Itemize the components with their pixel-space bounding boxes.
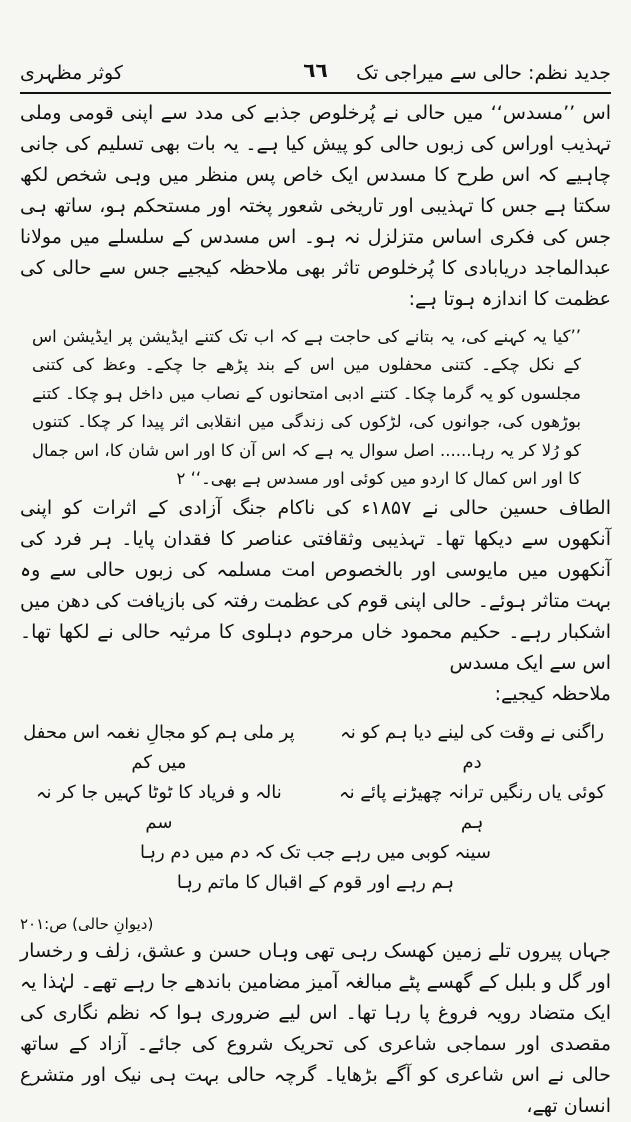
running-header [20,58,611,94]
verse-line [20,778,611,838]
paragraph-purposive-poetry: جہاں پیروں تلے زمین کھسک رہی تھی وہاں حسن و عشق، زلف و رخسار اور گل و بلبل کے گھسے پٹے مبالغہ آمیز مضامین باندھے جا رہے تھے۔ لہٰذا یہ ایک متضاد رویہ فروغ پا رہا تھا۔ اس لیے ضروری ہوا کہ نظم نگاری کی مقصدی اور سماجی شاعری کی تحریک شروع کی جائے۔ آزاد کے ساتھ حالی نے اس شاعری کو آگے بڑھایا۔ گرچہ حالی بہت ہی نیک اور متشرع انسان تھے، [20,940,611,1118]
page-number: ٦٦ [303,58,328,82]
hemistich: پر ملی ہم کو مجالِ نغمہ اس محفل میں کم [23,722,295,774]
page-body [20,98,611,1122]
header-author: کوثر مظہری [20,62,123,84]
verse-couplet-line: سینہ کوبی میں رہے جب تک کہ دم میں دم رہا [139,842,491,864]
poem-musaddas [20,718,611,898]
paragraph-hali-1857: الطاف حسین حالی نے ۱۸۵۷ء کی ناکام جنگ آزادی کے اثرات کو اپنی آنکھوں سے دیکھا تھا۔ تہذیبی وثقافتی عناصر کا فقدان پایا۔ ہر فرد کی آنکھوں میں مایوسی اور بالخصوص امت مسلمہ کی زبوں حالی سے وہ بہت متاثر ہوئے۔ حالی اپنی قوم کی عظمت رفتہ کی بازیافت کی دھن میں اشکبار رہے۔ حکیم محمود خاں مرحوم دہلوی کا مرثیہ حالی نے لکھا تھا۔ اس سے ایک مسدس [20,497,611,675]
hemistich: راگنی نے وقت کی لینے دیا ہم کو نہ دم [340,722,605,774]
poem-source-citation: (دیوانِ حالی) ص:۲۰۱ [20,915,154,934]
hemistich: نالہ و فریاد کا ٹوٹا کہیں جا کر نہ سم [35,782,282,834]
hemistich: کوئی یاں رنگیں ترانہ چھیڑنے پائے نہ ہم [339,782,606,834]
verse-line [20,718,611,778]
verse-couplet-line: ہم رہے اور قوم کے اقبال کا ماتم رہا [176,872,455,894]
poem-intro-label: ملاحظہ کیجیے: [494,683,611,706]
block-quote: ’’کیا یہ کہنے کی، یہ بتانے کی حاجت ہے کہ اب تک کتنے ایڈیشن پر ایڈیشن اس کے نکل چکے۔ کتنی محفلوں میں اس کے بند پڑھے جا چکے۔ وعظ کی کتنی مجلسوں کو یہ گرما چکا۔ کتنے ادبی امتحانوں کے نصاب میں داخل ہو چکا۔ کتنے بوڑھوں کی، جوانوں کی، لڑکوں کی زندگی میں انقلابی اثر پیدا کر چکا۔ کتنوں کو رُلا کر یہ رہا...... اصل سوال یہ ہے کہ اس آن کا اور اس شان کا، اس جمال کا اور اس کمال کا اردو میں کوئی اور مسدس ہے بھی۔‘‘ ۲ [32,327,581,489]
paragraph-musaddas-intro: اس ’’مسدس‘‘ میں حالی نے پُرخلوص جذبے کی مدد سے اپنی قومی وملی تہذیب اوراس کی زبوں حالی کو پیش کیا ہے۔ یہ بات بھی تسلیم کی جانی چاہیے کہ اس طرح کا مسدس ایک خاص پس منظر میں وہی شخص لکھ سکتا ہے جس کا تہذیبی اور تاریخی شعور پختہ اور مستحکم ہو، ساتھ ہی جس کی فکری اساس متزلزل نہ ہو۔ اس مسدس کے سلسلے میں مولانا عبدالماجد دریابادی کا پُرخلوص تاثر بھی ملاحظہ کیجیے جس سے حالی کی عظمت کا اندازہ ہوتا ہے: [20,102,611,310]
header-book-title: جدید نظم: حالی سے میراجی تک [356,62,611,84]
